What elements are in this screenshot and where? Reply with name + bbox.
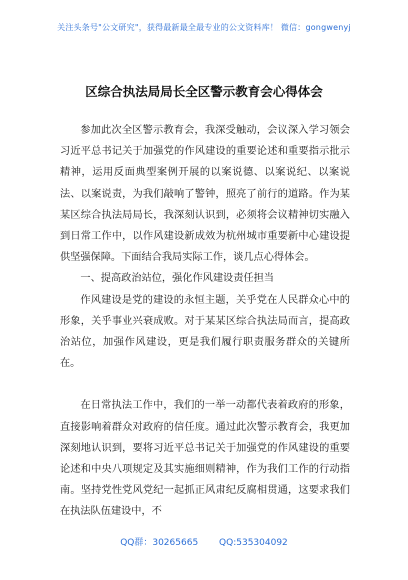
header-note: 关注头条号"公文研究"，获得最新最全最专业的公文资料库！ 微信：gongwenyj — [57, 23, 351, 32]
footer-contacts — [0, 535, 408, 548]
paragraph-2: 作风建设是党的建设的永恒主题，关乎党在人民群众心中的形象，关乎事业兴衰成败。对于某某区综合执法局而言，提高政治站位，加强作风建设，更是我们履行职责服务群众的关键所在。 — [60, 294, 350, 370]
paragraph-intro: 参加此次全区警示教育会，我深受触动，会议深入学习领会习近平总书记关于加强党的作风建设的重要论述和重要指示批示精神，运用反面典型案例开展的以案说德、以案说纪、以案说法、以案说责，为我们敲响了警钟，照亮了前行的道路。作为某某区综合执法局局长，我深刻认识到，必须将会议精神切实融入到日常工作中，以作风建设新成效为杭州城市重要新中心建设提供坚强保障。下面结合我局实际工作，谈几点心得体会。 — [60, 125, 350, 264]
footer-qq-number: QQ:535304092 — [219, 538, 288, 548]
document-body — [60, 120, 350, 523]
paragraph-3: 在日常执法工作中，我们的一举一动都代表着政府的形象，直接影响着群众对政府的信任度。通过此次警示教育会，我更加深刻地认识到，要将习近平总书记关于加强党的作风建设的重要论述和中央八项规定及其实施细则精神，作为我们工作的行动指南。坚持党性党风党纪一起抓正风肃纪反腐相贯通，这要求我们在执法队伍建设中，不 — [60, 400, 350, 518]
footer-qq-group: QQ群：30265665 — [120, 538, 199, 548]
document-title: 区综合执法局局长全区警示教育会心得体会 — [85, 84, 323, 99]
section-heading-1: 一、提高政治站位，强化作风建设责任担当 — [80, 273, 274, 285]
